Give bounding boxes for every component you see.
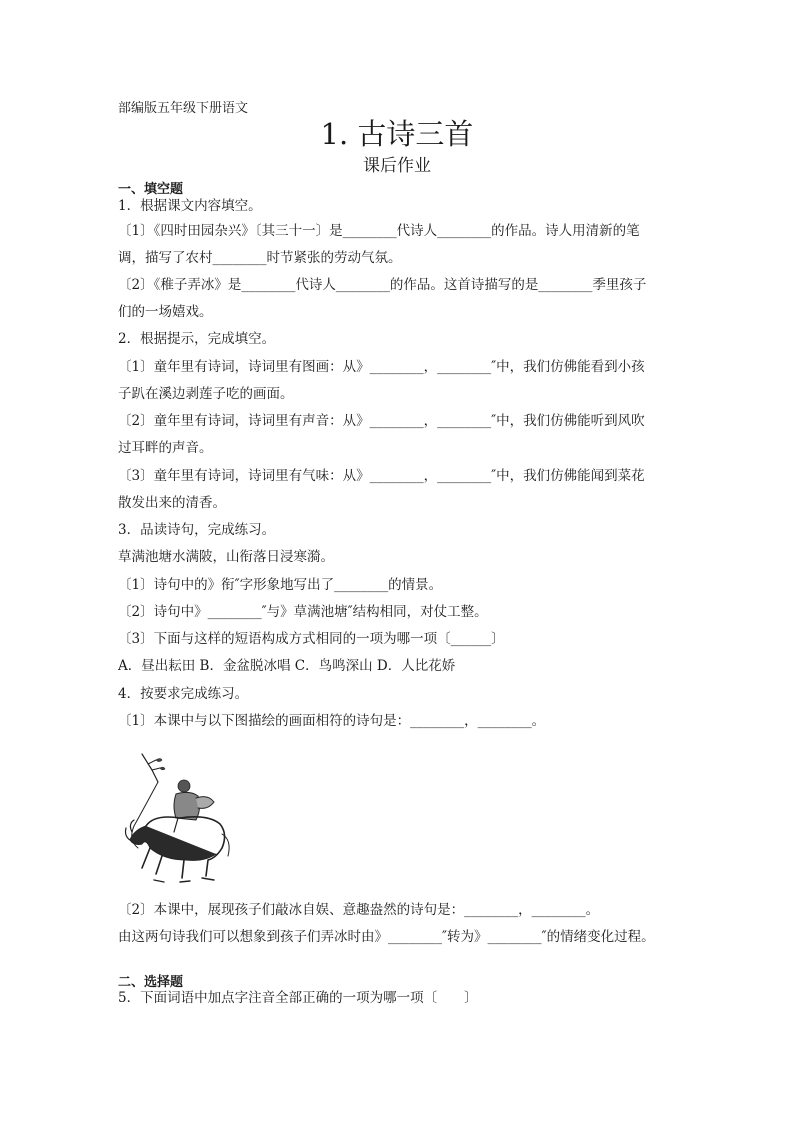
question-4-2: 〔2〕本课中，展现孩子们敲冰自娱、意趣盎然的诗句是：________，________。 [118,902,600,918]
section-heading-multiple-choice: 二、选择题 [118,975,184,990]
question-3-2: 〔2〕诗句中》________″与》草满池塘″结构相同，对仗工整。 [118,604,488,620]
question-2-2-line-1: 〔2〕童年里有诗词，诗词里有声音：从》________，________″中，我们仿佛能听到风吹 [118,413,645,429]
question-3-prompt: 3．品读诗句，完成练习。 [118,522,276,538]
question-2-1-line-1: 〔1〕童年里有诗词，诗词里有图画：从》________，________″中，我们仿佛能看到小孩 [118,359,645,375]
child-on-ox-illustration [124,748,236,888]
question-2-2-line-2: 过耳畔的声音。 [118,440,213,456]
question-1-1-line-1: 〔1〕《四时田园杂兴》〔其三十一〕是________代诗人________的作品。诗人用清新的笔 [118,223,640,239]
question-4-1: 〔1〕本课中与以下图描绘的画面相符的诗句是：________，________。 [118,713,546,729]
question-4-2-followup: 由这两句诗我们可以想象到孩子们弄冰时由》________″转为》________″的情绪变化过程。 [118,929,655,945]
question-1-1-line-2: 调，描写了农村________时节紧张的劳动气氛。 [118,250,402,266]
question-2-3-line-2: 散发出来的清香。 [118,495,226,511]
page-title: 1. 古诗三首 [320,117,474,151]
question-1-prompt: 1．根据课文内容填空。 [118,198,262,214]
question-5-prompt: 5．下面词语中加点字注音全部正确的一项为哪一项〔 〕 [118,990,478,1006]
question-3-3-options: A．昼出耘田 B．金盆脱冰唱 C．鸟鸣深山 D．人比花娇 [118,658,456,674]
question-3-1: 〔1〕诗句中的》衔″字形象地写出了________的情景。 [118,577,443,593]
question-1-2-line-2: 们的一场嬉戏。 [118,304,213,320]
page-subtitle: 课后作业 [363,156,431,176]
grade-label: 部编版五年级下册语文 [118,101,249,116]
question-4-prompt: 4．按要求完成练习。 [118,686,249,702]
question-2-3-line-1: 〔3〕童年里有诗词，诗词里有气味：从》________，________″中，我们仿佛能闻到菜花 [118,468,645,484]
section-heading-fill-blank: 一、填空题 [118,182,184,197]
question-1-2-line-1: 〔2〕《稚子弄冰》是________代诗人________的作品。这首诗描写的是________季里孩子 [118,277,647,293]
poem-line: 草满池塘水满陂，山衔落日浸寒漪。 [118,549,334,565]
question-3-3: 〔3〕下面与这样的短语构成方式相同的一项为哪一项〔______〕 [118,631,505,647]
question-2-prompt: 2．根据提示，完成填空。 [118,331,276,347]
question-2-1-line-2: 子趴在溪边剥莲子吃的画面。 [118,386,294,402]
